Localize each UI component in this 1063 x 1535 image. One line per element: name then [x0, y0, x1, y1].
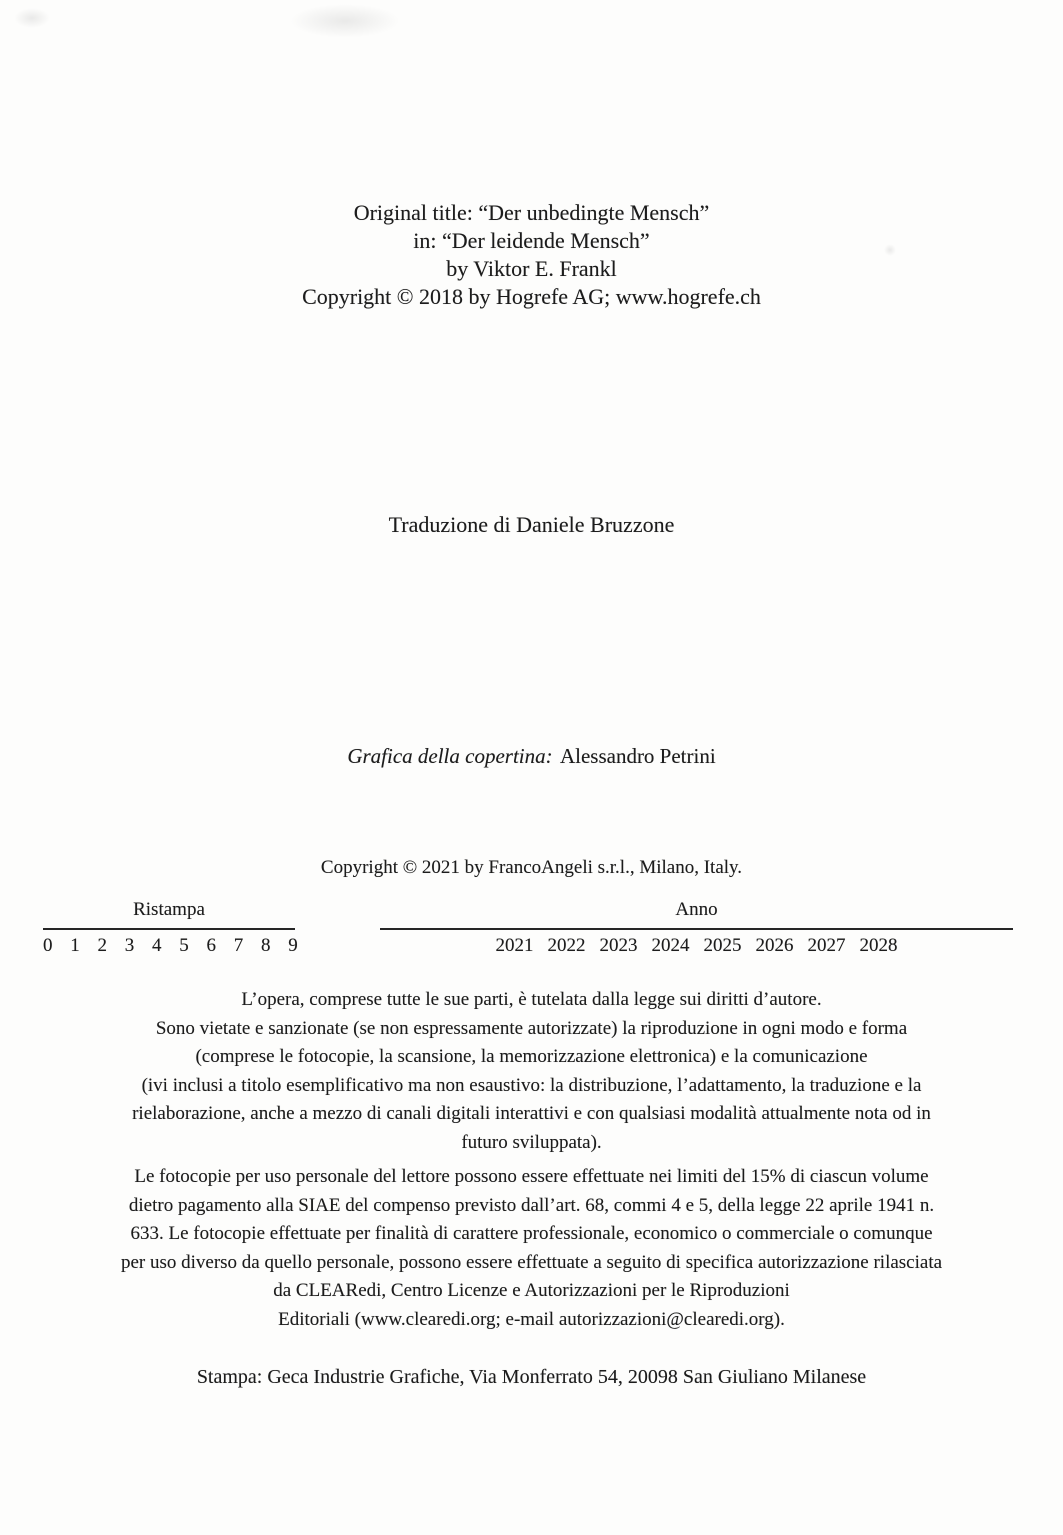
year-column: [380, 899, 1013, 957]
legal-notice-line: (ivi inclusi a titolo esemplificativo ma non esaustivo: la distribuzione, l’adattamento, la traduzione e la: [141, 1074, 922, 1096]
reprint-digits: 0 1 2 3 4 5 6 7 8 9: [43, 935, 298, 956]
legal-notice-line: (comprese le fotocopie, la scansione, la memorizzazione elettronica) e la comunicazione: [195, 1046, 868, 1067]
year-column-header: Anno: [675, 899, 718, 920]
year-value: 2022: [547, 935, 586, 956]
photocopy-notice-line: da CLEARedi, Centro Licenze e Autorizzazioni per le Riproduzioni: [273, 1280, 790, 1301]
photocopy-notice-line: Editoriali (www.clearedi.org; e-mail autorizzazioni@clearedi.org).: [278, 1308, 785, 1330]
photocopy-notice-line: per uso diverso da quello personale, possono essere effettuate a seguito di specifica autorizzazione rilasciata: [120, 1251, 943, 1273]
legal-notice-line: Sono vietate e sanzionate (se non espressamente autorizzate) la riproduzione in ogni modo e forma: [155, 1017, 908, 1039]
original-title-line: Original title: “Der unbedingte Mensch”: [353, 200, 710, 225]
original-title-line: in: “Der leidende Mensch”: [413, 228, 650, 253]
reprint-column-header: Ristampa: [133, 899, 205, 920]
photocopy-notice-line: dietro pagamento alla SIAE del compenso previsto dall’art. 68, commi 4 e 5, della legge 22 aprile 1941 n.: [128, 1194, 935, 1216]
photocopy-notice-block: [0, 1163, 1063, 1334]
year-value: 2025: [703, 935, 742, 956]
cover-design-credit: [0, 744, 1063, 769]
year-value: 2028: [859, 935, 898, 956]
year-value: 2023: [599, 935, 638, 956]
year-values-row: [380, 930, 1013, 957]
year-value: 2026: [755, 935, 794, 956]
year-value: 2027: [807, 935, 846, 956]
photocopy-notice-line: 633. Le fotocopie effettuate per finalità di carattere professionale, economico o commerciale o comunque: [130, 1223, 933, 1244]
translation-credit-line: Traduzione di Daniele Bruzzone: [388, 512, 675, 537]
printer-line: Stampa: Geca Industrie Grafiche, Via Monferrato 54, 20098 San Giuliano Milanese: [196, 1366, 867, 1388]
legal-notice-line: futuro sviluppata).: [461, 1131, 602, 1153]
legal-notice-line: rielaborazione, anche a mezzo di canali digitali interattivi e con qualsiasi modalità attualmente nota od in: [132, 1103, 931, 1124]
year-value: 2021: [495, 935, 534, 956]
cover-credit-name: Alessandro Petrini: [559, 744, 716, 768]
legal-notice-block: [0, 986, 1063, 1157]
legal-notice-line: L’opera, comprese tutte le sue parti, è tutelata dalla legge sui diritti d’autore.: [241, 989, 822, 1010]
original-title-line: by Viktor E. Frankl: [446, 256, 617, 281]
reprint-column: [43, 899, 298, 957]
year-value: 2024: [651, 935, 690, 956]
copyright-line: Copyright © 2021 by FrancoAngeli s.r.l., Milano, Italy.: [320, 857, 743, 878]
scan-smudge: [290, 4, 400, 38]
photocopy-notice-line: Le fotocopie per uso personale del lettore possono essere effettuate nei limiti del 15% di ciascun volume: [134, 1166, 929, 1187]
scan-smudge: [14, 8, 50, 28]
cover-credit-label: Grafica della copertina:: [347, 744, 553, 768]
original-title-block: [0, 199, 1063, 311]
original-title-line: Copyright © 2018 by Hogrefe AG; www.hogrefe.ch: [302, 284, 761, 309]
